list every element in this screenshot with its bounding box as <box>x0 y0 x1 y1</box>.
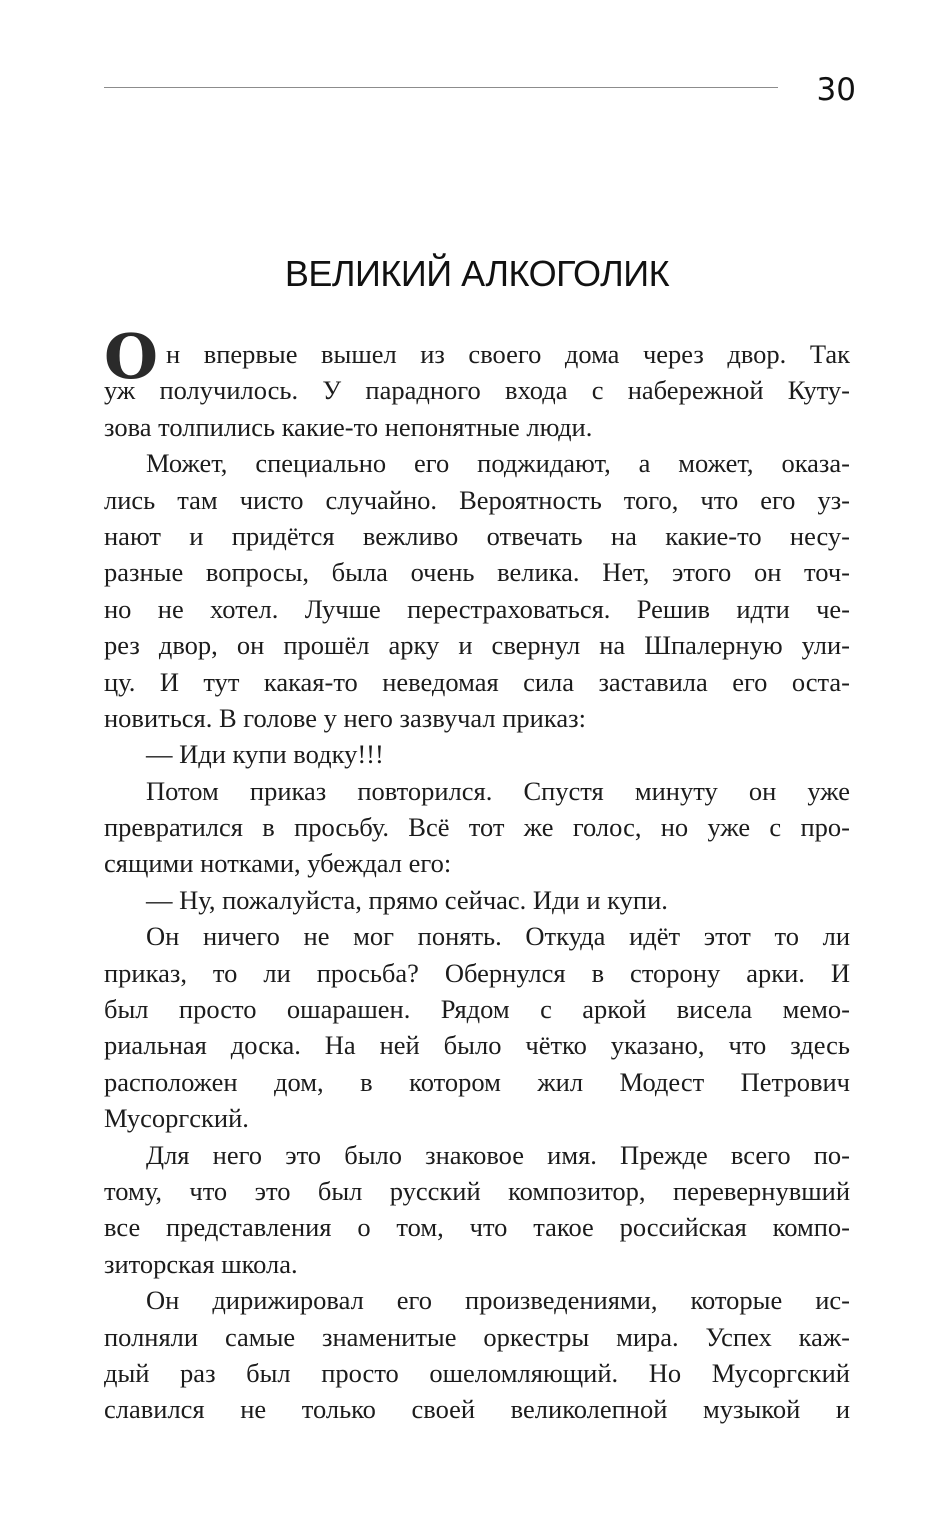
paragraph <box>104 882 850 918</box>
text-line: Он дирижировал его произведениями, которые ис- <box>146 1285 850 1316</box>
text-line: рез двор, он прошёл арку и свернул на Шпалерную ули- <box>104 630 850 661</box>
text-line: разные вопросы, была очень велика. Нет, этого он точ- <box>104 557 850 588</box>
text-line: Он ничего не мог понять. Откуда идёт этот то ли <box>146 921 850 952</box>
text-line: — Иди купи водку!!! <box>146 739 384 770</box>
text-line: Может, специально его поджидают, а может, оказа- <box>146 448 850 479</box>
text-line: но не хотел. Лучше перестраховаться. Решив идти че- <box>104 593 850 624</box>
text-line: был просто ошарашен. Рядом с аркой висела мемо- <box>104 994 850 1025</box>
text-line: н впервые вышел из своего дома через двор. Так <box>166 339 850 369</box>
text-line: лись там чисто случайно. Вероятность того, что его уз- <box>104 484 850 515</box>
text-line: Потом приказ повторился. Спустя минуту он уже <box>146 775 850 806</box>
text-line: уж получилось. У парадного входа с набережной Куту- <box>104 375 850 406</box>
header-rule <box>104 87 778 88</box>
text-line: риальная доска. На ней было чётко указано, что здесь <box>104 1030 850 1061</box>
text-line: расположен дом, в котором жил Модест Петрович <box>104 1066 850 1097</box>
body-text <box>104 336 850 1428</box>
text-line: новиться. В голове у него зазвучал приказ: <box>104 702 586 733</box>
paragraph <box>104 1137 850 1283</box>
text-line: нают и придётся вежливо отвечать на какие-то несу- <box>104 520 850 551</box>
text-line: зиторская школа. <box>104 1248 298 1279</box>
paragraph <box>104 336 850 445</box>
text-line: полняли самые знаменитые оркестры мира. Успех каж- <box>104 1321 850 1352</box>
text-line: тому, что это был русский композитор, перевернувший <box>104 1175 850 1206</box>
text-line: зова толпились какие-то непонятные люди. <box>104 411 593 442</box>
text-line: цу. И тут какая-то неведомая сила заставила его оста- <box>104 666 850 697</box>
text-line: — Ну, пожалуйста, прямо сейчас. Иди и купи. <box>146 884 668 915</box>
text-line: Для него это было знаковое имя. Прежде всего по- <box>146 1139 850 1170</box>
text-line: Мусоргский. <box>104 1103 249 1134</box>
page-number: 30 <box>816 72 856 108</box>
text-line: все представления о том, что такое российская компо- <box>104 1212 850 1243</box>
text-line: приказ, то ли просьба? Обернулся в сторону арки. И <box>104 957 850 988</box>
paragraph <box>104 445 850 736</box>
paragraph <box>104 736 850 772</box>
drop-cap: О <box>104 320 159 393</box>
text-line: превратился в просьбу. Всё тот же голос, но уже с про- <box>104 812 850 843</box>
text-line: сящими нотками, убеждал его: <box>104 848 452 879</box>
paragraph <box>104 773 850 882</box>
paragraph <box>104 918 850 1136</box>
paragraph <box>104 1282 850 1428</box>
chapter-title: ВЕЛИКИЙ АЛКОГОЛИК <box>284 253 670 294</box>
text-line: дый раз был просто ошеломляющий. Но Мусоргский <box>104 1357 850 1388</box>
text-line: славился не только своей великолепной музыкой и <box>104 1394 850 1425</box>
